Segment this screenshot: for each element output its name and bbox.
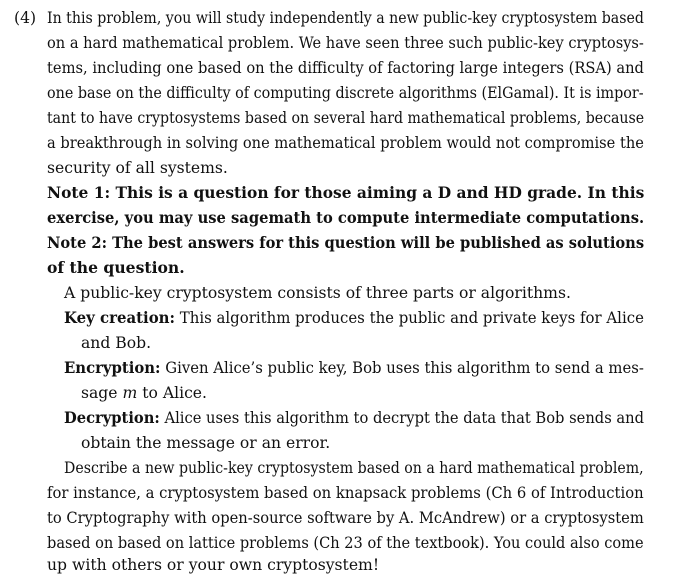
key-creation-term: Key creation: [64, 308, 176, 327]
parts-intro: A public-key cryptosystem consists of three parts or algorithms. [64, 284, 571, 302]
decryption-term: Decryption: [64, 408, 160, 427]
describe-line-2: for instance, a cryptosystem based on knapsack problems (Ch 6 of Introduction [47, 484, 644, 502]
describe-line-5: up with others or your own cryptosystem! [47, 556, 380, 574]
intro-line-2: on a hard mathematical problem. We have seen three such public-key cryptosys- [47, 34, 644, 52]
encryption-desc-1: Given Alice’s public key, Bob uses this algorithm to send a mes- [165, 359, 644, 377]
encryption-desc-2-post: to Alice. [137, 384, 207, 402]
decryption-desc-1: Alice uses this algorithm to decrypt the data that Bob sends and [164, 409, 645, 427]
note-line-3: Note 2: The best answers for this question will be published as solutions [47, 233, 645, 252]
describe-line-1: Describe a new public-key cryptosystem based on a hard mathematical problem, [64, 459, 644, 477]
encryption-item [64, 358, 644, 378]
intro-line-6: a breakthrough in solving one mathematical problem would not compromise the [47, 134, 644, 152]
problem-number: (4) [14, 9, 37, 27]
encryption-term: Encryption: [64, 358, 161, 377]
describe-line-3: to Cryptography with open-source software by A. McAndrew) or a cryptosystem [47, 509, 644, 527]
intro-line-5: tant to have cryptosystems based on several hard mathematical problems, because [47, 109, 645, 127]
encryption-desc-2 [81, 383, 207, 403]
intro-line-1: In this problem, you will study independently a new public-key cryptosystem based [47, 9, 644, 27]
key-creation-item [64, 308, 644, 328]
decryption-item [64, 408, 644, 428]
intro-line-7: security of all systems. [47, 159, 228, 177]
describe-line-4: based on based on lattice problems (Ch 23 of the textbook). You could also come [47, 534, 644, 552]
note-line-2: exercise, you may use sagemath to compute intermediate computations. [47, 208, 645, 227]
key-creation-desc-1: This algorithm produces the public and private keys for Alice [179, 309, 644, 327]
note-line-4: of the question. [47, 258, 185, 277]
message-variable: m [122, 384, 138, 402]
encryption-desc-2-pre: sage [81, 384, 123, 402]
intro-line-3: tems, including one based on the difficulty of factoring large integers (RSA) and [47, 59, 644, 77]
key-creation-desc-2: and Bob. [81, 334, 152, 352]
note-line-1: Note 1: This is a question for those aiming a D and HD grade. In this [47, 183, 645, 202]
decryption-desc-2: obtain the message or an error. [81, 434, 331, 452]
intro-line-4: one base on the difficulty of computing discrete algorithms (ElGamal). It is impor- [47, 84, 644, 102]
